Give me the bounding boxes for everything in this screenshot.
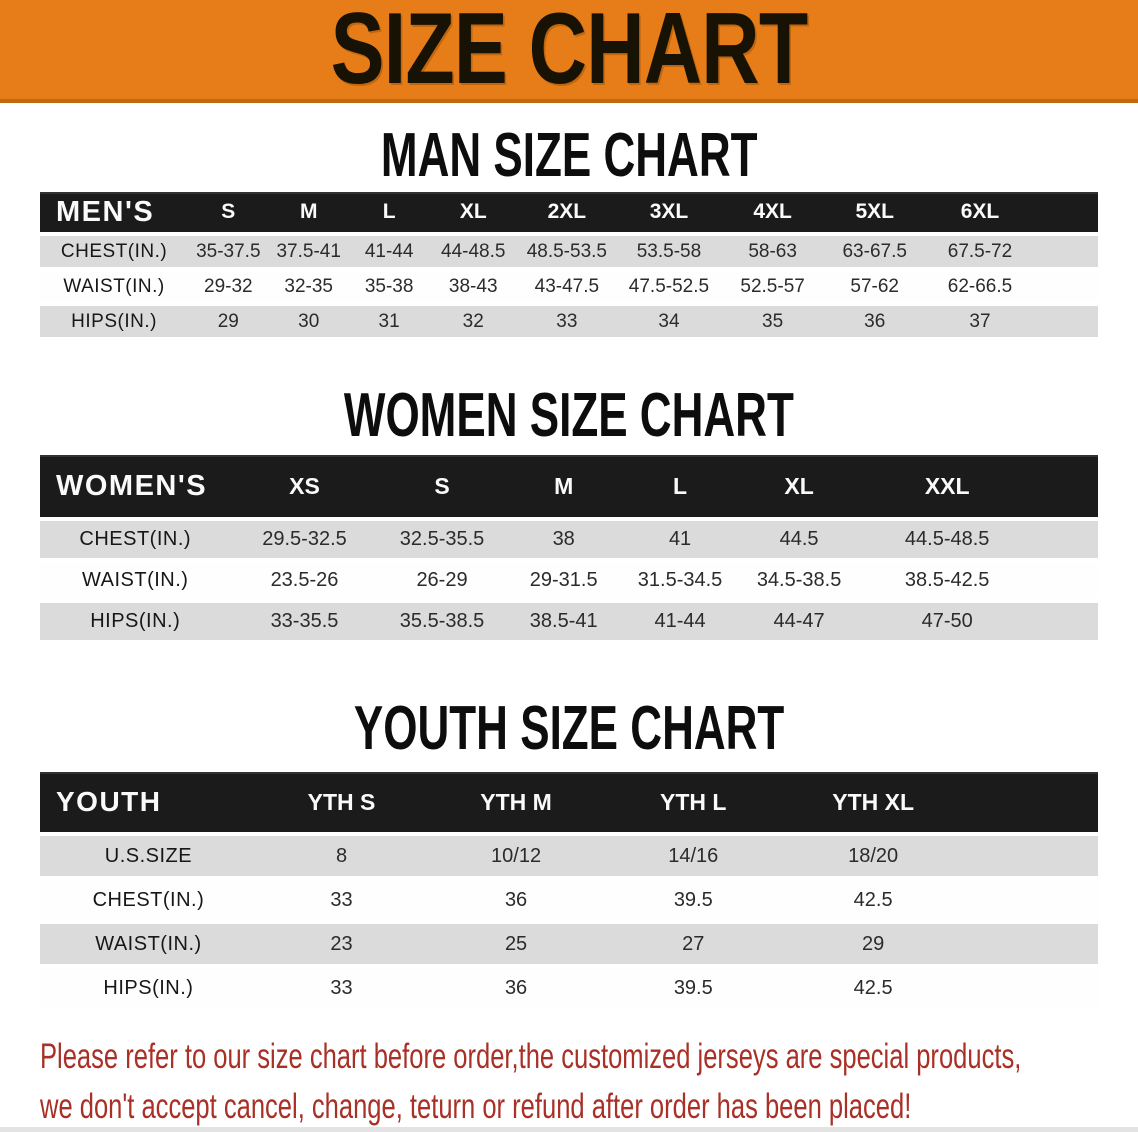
youth-size-chart-heading xyxy=(0,696,1138,762)
measure-value: 35-37.5 xyxy=(188,234,268,269)
size-col-header: YTH M xyxy=(426,772,606,834)
filler-cell xyxy=(1034,234,1098,269)
table-row xyxy=(40,234,1098,269)
size-header-row xyxy=(40,192,1098,234)
measure-value: 67.5-72 xyxy=(926,234,1035,269)
measure-value: 29 xyxy=(781,922,966,966)
size-col-header: YTH L xyxy=(606,772,781,834)
measure-value: 23.5-26 xyxy=(230,560,378,601)
measure-value: 38.5-41 xyxy=(506,601,622,642)
disclaimer-line-1: Please refer to our size chart before order,the customized jerseys are special products, xyxy=(40,1037,1022,1076)
table-row xyxy=(40,560,1098,601)
measure-value: 30 xyxy=(269,304,349,339)
table-row xyxy=(40,304,1098,339)
measure-value: 34 xyxy=(617,304,722,339)
measure-value: 25 xyxy=(426,922,606,966)
filler-header-cell xyxy=(1034,455,1098,519)
disclaimer-line-2: we don't accept cancel, change, teturn or refund after order has been placed! xyxy=(40,1087,912,1126)
measure-value: 52.5-57 xyxy=(721,269,824,304)
measure-value: 39.5 xyxy=(606,878,781,922)
measure-value: 29-31.5 xyxy=(506,560,622,601)
measure-label: HIPS(IN.) xyxy=(40,966,257,1010)
measure-value: 29-32 xyxy=(188,269,268,304)
measure-value: 33 xyxy=(257,878,426,922)
measure-label: U.S.SIZE xyxy=(40,834,257,878)
measure-value: 53.5-58 xyxy=(617,234,722,269)
size-col-header: 3XL xyxy=(617,192,722,234)
size-col-header: M xyxy=(506,455,622,519)
table-row xyxy=(40,922,1098,966)
measure-value: 42.5 xyxy=(781,878,966,922)
bottom-edge-line xyxy=(0,1127,1138,1132)
measure-label: HIPS(IN.) xyxy=(40,304,188,339)
measure-value: 18/20 xyxy=(781,834,966,878)
size-col-header: S xyxy=(188,192,268,234)
measure-value: 29.5-32.5 xyxy=(230,519,378,560)
measure-value: 32-35 xyxy=(269,269,349,304)
measure-value: 44-48.5 xyxy=(429,234,517,269)
measure-value: 26-29 xyxy=(379,560,506,601)
measure-label: CHEST(IN.) xyxy=(40,519,230,560)
measure-value: 36 xyxy=(426,878,606,922)
measure-value: 57-62 xyxy=(824,269,926,304)
measure-label: WAIST(IN.) xyxy=(40,922,257,966)
size-header-row xyxy=(40,455,1098,519)
measure-value: 58-63 xyxy=(721,234,824,269)
filler-cell xyxy=(966,834,1098,878)
measure-value: 47.5-52.5 xyxy=(617,269,722,304)
size-col-header: L xyxy=(349,192,429,234)
measure-value: 33-35.5 xyxy=(230,601,378,642)
filler-cell xyxy=(966,966,1098,1010)
measure-value: 33 xyxy=(517,304,616,339)
size-col-header: YTH XL xyxy=(781,772,966,834)
filler-cell xyxy=(1034,519,1098,560)
measure-value: 31 xyxy=(349,304,429,339)
size-col-header: M xyxy=(269,192,349,234)
women-size-chart-heading xyxy=(0,383,1138,449)
measure-label: CHEST(IN.) xyxy=(40,878,257,922)
measure-value: 31.5-34.5 xyxy=(622,560,738,601)
filler-cell xyxy=(1034,304,1098,339)
size-col-header: XS xyxy=(230,455,378,519)
man-size-chart-heading xyxy=(0,123,1138,189)
measure-value: 36 xyxy=(824,304,926,339)
filler-cell xyxy=(1034,269,1098,304)
size-col-header: XL xyxy=(429,192,517,234)
measure-value: 44.5-48.5 xyxy=(860,519,1035,560)
size-col-header: YTH S xyxy=(257,772,426,834)
measure-value: 10/12 xyxy=(426,834,606,878)
measure-value: 44.5 xyxy=(738,519,860,560)
size-col-header: L xyxy=(622,455,738,519)
measure-value: 36 xyxy=(426,966,606,1010)
table-row xyxy=(40,966,1098,1010)
man-size-chart-heading-text: MAN SIZE CHART xyxy=(380,121,758,190)
table-row xyxy=(40,519,1098,560)
banner xyxy=(0,0,1138,103)
mens-size-table xyxy=(40,192,1098,341)
measure-value: 39.5 xyxy=(606,966,781,1010)
measure-label: CHEST(IN.) xyxy=(40,234,188,269)
filler-header-cell xyxy=(966,772,1098,834)
measure-value: 29 xyxy=(188,304,268,339)
filler-cell xyxy=(1034,601,1098,642)
size-col-header: 2XL xyxy=(517,192,616,234)
measure-value: 35-38 xyxy=(349,269,429,304)
measure-label: WAIST(IN.) xyxy=(40,269,188,304)
measure-value: 37.5-41 xyxy=(269,234,349,269)
size-col-header: 4XL xyxy=(721,192,824,234)
size-header-row xyxy=(40,772,1098,834)
measure-label: WAIST(IN.) xyxy=(40,560,230,601)
measure-value: 8 xyxy=(257,834,426,878)
disclaimer xyxy=(40,1032,1138,1132)
size-col-header: XL xyxy=(738,455,860,519)
group-label: WOMEN'S xyxy=(40,455,230,519)
measure-value: 47-50 xyxy=(860,601,1035,642)
measure-value: 35 xyxy=(721,304,824,339)
table-row xyxy=(40,269,1098,304)
group-label: YOUTH xyxy=(40,772,257,834)
table-row xyxy=(40,878,1098,922)
measure-value: 48.5-53.5 xyxy=(517,234,616,269)
group-label: MEN'S xyxy=(40,192,188,234)
size-col-header: 5XL xyxy=(824,192,926,234)
measure-value: 41-44 xyxy=(622,601,738,642)
measure-value: 34.5-38.5 xyxy=(738,560,860,601)
youth-size-table xyxy=(40,772,1098,1012)
measure-value: 44-47 xyxy=(738,601,860,642)
filler-cell xyxy=(966,878,1098,922)
measure-value: 41 xyxy=(622,519,738,560)
measure-value: 33 xyxy=(257,966,426,1010)
size-col-header: S xyxy=(379,455,506,519)
measure-value: 38 xyxy=(506,519,622,560)
measure-value: 43-47.5 xyxy=(517,269,616,304)
measure-value: 41-44 xyxy=(349,234,429,269)
measure-value: 37 xyxy=(926,304,1035,339)
youth-size-chart-heading-text: YOUTH SIZE CHART xyxy=(353,694,785,763)
measure-value: 27 xyxy=(606,922,781,966)
filler-cell xyxy=(966,922,1098,966)
measure-value: 38-43 xyxy=(429,269,517,304)
measure-value: 32 xyxy=(429,304,517,339)
measure-value: 62-66.5 xyxy=(926,269,1035,304)
size-col-header: 6XL xyxy=(926,192,1035,234)
filler-cell xyxy=(1034,560,1098,601)
measure-value: 23 xyxy=(257,922,426,966)
measure-value: 14/16 xyxy=(606,834,781,878)
womens-size-table xyxy=(40,455,1098,644)
measure-value: 38.5-42.5 xyxy=(860,560,1035,601)
size-col-header: XXL xyxy=(860,455,1035,519)
table-row xyxy=(40,834,1098,878)
measure-value: 35.5-38.5 xyxy=(379,601,506,642)
measure-value: 32.5-35.5 xyxy=(379,519,506,560)
measure-label: HIPS(IN.) xyxy=(40,601,230,642)
filler-header-cell xyxy=(1034,192,1098,234)
banner-title: SIZE CHART xyxy=(330,0,808,105)
table-row xyxy=(40,601,1098,642)
measure-value: 42.5 xyxy=(781,966,966,1010)
measure-value: 63-67.5 xyxy=(824,234,926,269)
women-size-chart-heading-text: WOMEN SIZE CHART xyxy=(344,381,794,450)
